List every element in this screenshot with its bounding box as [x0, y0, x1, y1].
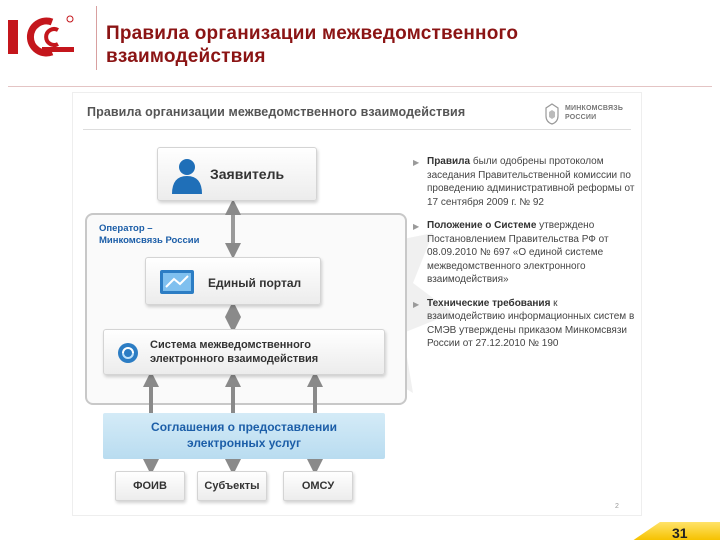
list-item: ▶ Правила были одобрены протоколом заседания Правительственной комиссии по проведению административной реформы от 17 сентября 2009 г. № 92	[413, 156, 635, 208]
slide-page-number: 2	[615, 503, 619, 510]
ministry-logo	[543, 101, 638, 129]
slide-image	[72, 92, 642, 516]
list-item: ▶ Положение о Системе утверждено Постановлением Правительства РФ от 08.09.2010 № 697 «О единой системе межведомственного электронного взаимодействия»	[413, 220, 609, 285]
smev-label-line1: Система межведомственного	[150, 339, 311, 351]
bullet-arrow-icon: ▶	[413, 299, 420, 309]
target-foiv: ФОИВ	[115, 471, 185, 501]
operator-label: Оператор – Минкомсвязь России	[99, 223, 200, 246]
portal-label: Единый портал	[208, 276, 302, 290]
smev-label-line2: электронного взаимодействия	[150, 353, 319, 365]
bullet-arrow-icon: ▶	[413, 222, 420, 231]
agreement-banner	[103, 413, 385, 459]
applicant-node	[157, 147, 317, 201]
target-omsu: ОМСУ	[283, 471, 353, 501]
footer-wedge	[0, 522, 660, 540]
agreement-line1: Соглашения о предоставлении	[151, 420, 337, 434]
smev-node	[103, 329, 385, 375]
page-title: Правила организации межведомственного взаимодействия	[106, 23, 519, 67]
ministry-emblem-icon	[543, 103, 561, 125]
portal-node	[145, 257, 321, 305]
bullet-arrow-icon: ▶	[413, 158, 420, 167]
slide-title-rule	[83, 129, 631, 130]
applicant-label: Заявитель	[210, 166, 285, 182]
smev-icon	[116, 341, 140, 365]
user-icon	[170, 156, 204, 194]
ministry-name: МИНКОМСВЯЗЬ	[565, 105, 624, 112]
portal-icon	[160, 270, 194, 294]
header-divider	[96, 6, 97, 70]
agreement-line2: электронных услуг	[187, 436, 301, 450]
ministry-country: РОССИИ	[565, 114, 597, 121]
target-subjects: Субъекты	[197, 471, 267, 501]
bullet-list	[413, 155, 635, 361]
slide-title: Правила организации межведомственного взаимодействия	[87, 105, 466, 119]
page-number: 31	[672, 525, 688, 541]
header-rule	[8, 86, 712, 87]
1c-logo-icon	[8, 14, 76, 58]
list-item: ▶ Технические требования к взаимодействию информационных систем в СМЭВ утверждены приказом Минкомсвязи России от 27.12.2010 № 190	[413, 297, 635, 349]
